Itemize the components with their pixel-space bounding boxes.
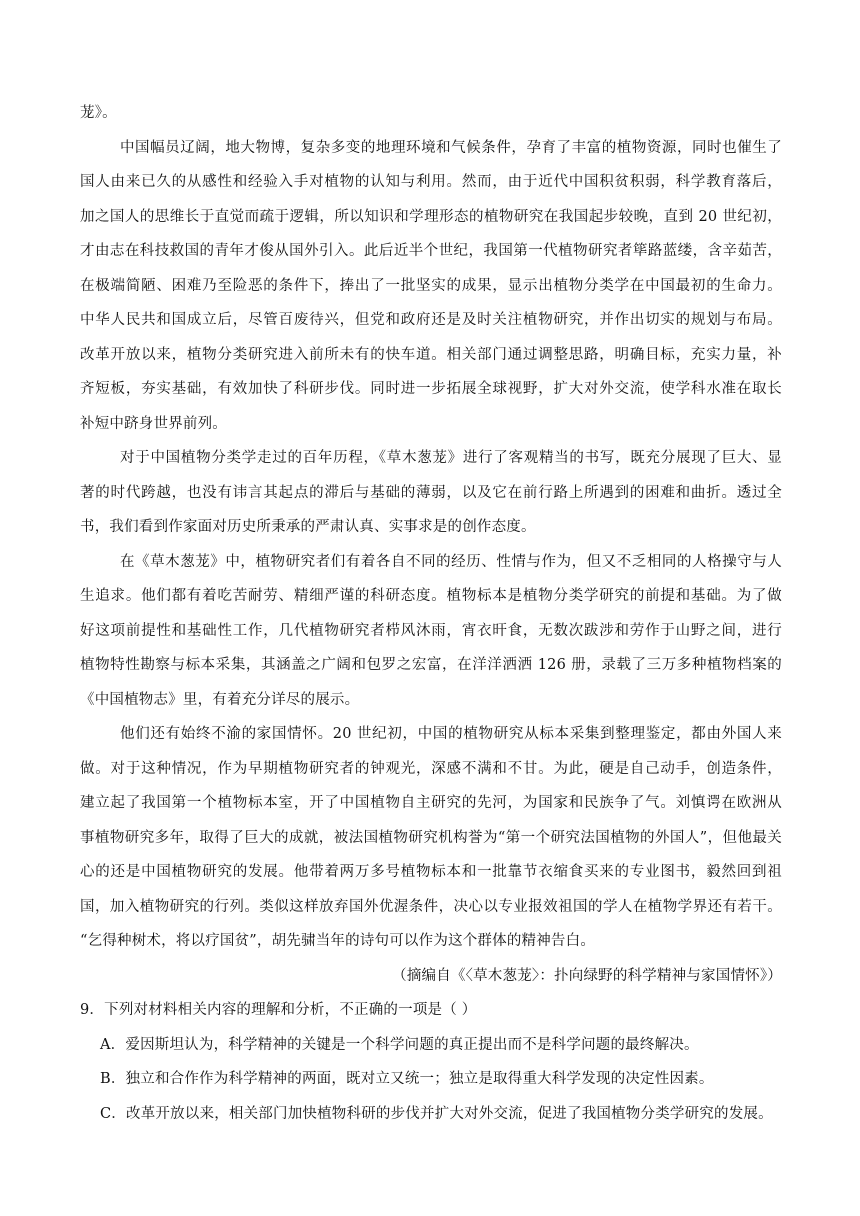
paragraph-line: 好这项前提性和基础性工作，几代植物研究者栉风沐雨，宵衣旰食，无数次跋涉和劳作于山野之间，进行 [80,622,782,639]
paragraph-line: 生追求。他们都有着吃苦耐劳、精细严谨的科研态度。植物标本是植物分类学研究的前提和基础。为了做 [80,588,782,604]
paragraph-line: 补短中跻身世界前列。 [80,415,227,432]
paragraph-line: 著的时代跨越，也没有讳言其起点的滞后与基础的薄弱，以及它在前行路上所遇到的困难和曲折。透过全 [80,484,782,501]
paragraph-line: 中国幅员辽阔，地大物博，复杂多变的地理环境和气候条件，孕育了丰富的植物资源，同时也催生了 [120,139,782,156]
paragraph-line: 《中国植物志》里，有着充分详尽的展示。 [80,691,360,708]
document-page [80,96,782,1131]
paragraph-line: 书，我们看到作家面对历史所秉承的严肃认真、实事求是的创作态度。 [80,519,536,535]
paragraph-3 [80,545,782,718]
question-stem: 9．下列对材料相关内容的理解和分析，不正确的一项是（ ） [80,1002,477,1018]
paragraph-line: 他们还有始终不渝的家国情怀。20 世纪初，中国的植物研究从标本采集到整理鉴定，都由外国人来 [120,726,782,742]
paragraph-line: 植物特性勘察与标本采集，其涵盖之广阔和包罗之宏富，在洋洋洒洒 126 册，录载了三万多种植物档案的 [80,657,782,673]
option-b: B．独立和合作作为科学精神的两面，既对立又统一；独立是取得重大科学发现的决定性因素。 [100,1071,714,1087]
paragraph-line: 对于中国植物分类学走过的百年历程，《草木葱茏》进行了客观精当的书写，既充分展现了巨大、显 [120,450,782,466]
source-citation: （摘编自《〈草木葱茏〉：扑向绿野的科学精神与家国情怀》） [392,967,782,984]
paragraph-line: “乞得种树术，将以疗国贫”，胡先骕当年的诗句可以作为这个群体的精神告白。 [80,933,596,949]
question-block [80,993,782,1131]
paragraph-line: 在极端简陋、困难乃至险恶的条件下，捧出了一批坚实的成果，显示出植物分类学在中国最初的生命力。 [80,277,782,294]
paragraph-1 [80,131,782,442]
paragraph-line: 齐短板，夯实基础，有效加快了科研步伐。同时进一步拓展全球视野，扩大对外交流，使学科水准在取长 [80,381,782,397]
option-c: C．改革开放以来，相关部门加快植物科研的步伐并扩大对外交流，促进了我国植物分类学研究的发展。 [100,1105,773,1122]
paragraph-line: 心的还是中国植物研究的发展。他带着两万多号植物标本和一批靠节衣缩食买来的专业图书，毅然回到祖 [80,864,782,880]
paragraph-line: 国，加入植物研究的行列。类似这样放弃国外优渥条件，决心以专业报效祖国的学人在植物学界还有若干。 [80,898,782,915]
paragraph-line: 建立起了我国第一个植物标本室，开了中国植物自主研究的先河，为国家和民族争了气。刘慎谔在欧洲从 [80,795,782,811]
paragraph-line: 加之国人的思维长于直觉而疏于逻辑，所以知识和学理形态的植物研究在我国起步较晚，直到 20 世纪初， [80,208,782,225]
paragraph-2 [80,441,782,545]
paragraph-line: 改革开放以来，植物分类研究进入前所未有的快车道。相关部门通过调整思路，明确目标，充实力量，补 [80,346,782,363]
paragraph-4 [80,717,782,959]
option-a: A．爱因斯坦认为，科学精神的关键是一个科学问题的真正提出而不是科学问题的最终解决。 [100,1036,699,1053]
paragraph-line: 事植物研究多年，取得了巨大的成就，被法国植物研究机构誉为“第一个研究法国植物的外国人”，但他最关 [80,829,782,846]
paragraph-line: 国人由来已久的从感性和经验入手对植物的认知与利用。然而，由于近代中国积贫积弱，科学教育落后， [80,174,782,190]
paragraph-line: 做。对于这种情况，作为早期植物研究者的钟观光，深感不满和不甘。为此，硬是自己动手，创造条件， [80,760,782,777]
paragraph-line: 中华人民共和国成立后，尽管百废待兴，但党和政府还是及时关注植物研究，并作出切实的规划与布局。 [80,312,782,328]
paragraph-line: 才由志在科技救国的青年才俊从国外引入。此后近半个世纪，我国第一代植物研究者筚路蓝缕，含辛茹苦， [80,243,782,259]
intro-tail: 茏》。 [80,105,117,121]
paragraph-line: 在《草木葱茏》中，植物研究者们有着各自不同的经历、性情与作为，但又不乏相同的人格操守与人 [120,553,782,570]
